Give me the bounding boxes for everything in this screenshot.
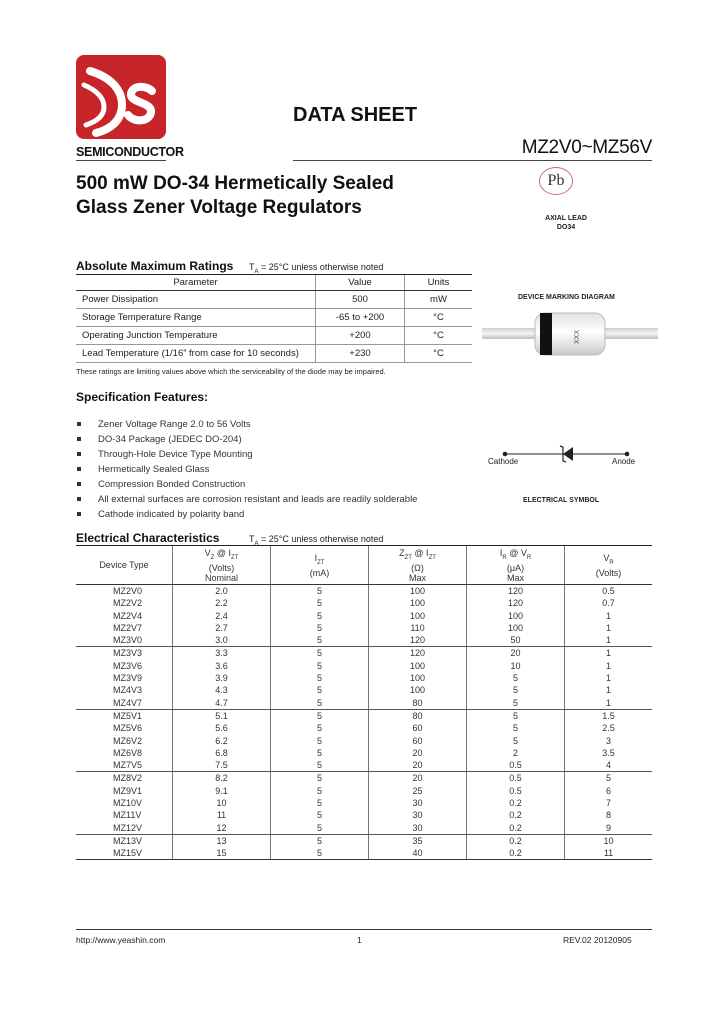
value-cell: 8	[565, 809, 653, 821]
value-cell: 5	[467, 722, 565, 734]
value-cell: 3.3	[173, 647, 271, 660]
cell: Power Dissipation	[76, 291, 316, 309]
value-cell: 11	[565, 847, 653, 860]
device-type-cell: MZ2V2	[113, 598, 143, 609]
value-cell: 1	[565, 672, 653, 684]
value-cell: 5	[271, 809, 369, 821]
value-cell: 35	[369, 834, 467, 847]
list-item: Compression Bonded Construction	[76, 477, 417, 492]
features-list	[76, 417, 417, 522]
device-type-cell: MZ3V9	[113, 673, 143, 684]
table-row	[76, 696, 652, 709]
package-line-1: AXIAL LEAD	[545, 215, 587, 222]
value-cell: 1	[565, 696, 653, 709]
value-cell: 5	[271, 772, 369, 785]
value-cell: 30	[369, 809, 467, 821]
value-cell: 1	[565, 634, 653, 647]
value-cell: 40	[369, 847, 467, 860]
table-row	[76, 759, 652, 772]
cell: +230	[316, 345, 405, 363]
device-type-cell: MZ8V2	[113, 773, 143, 784]
product-headline: 500 mW DO-34 Hermetically Sealed Glass Zener Voltage Regulators	[76, 173, 394, 218]
device-type-cell: MZ9V1	[113, 785, 143, 796]
value-cell: 10	[173, 797, 271, 809]
col-izt: $I_{ZT}$ (mA)	[271, 546, 369, 584]
value-cell: 3.9	[173, 672, 271, 684]
cell: -65 to +200	[316, 309, 405, 327]
col-value: Value	[316, 275, 405, 291]
value-cell: 100	[369, 597, 467, 609]
value-cell: 5	[467, 709, 565, 722]
value-cell: 5	[271, 797, 369, 809]
value-cell: 5	[467, 684, 565, 696]
value-cell: 3.0	[173, 634, 271, 647]
value-cell: 5	[271, 759, 369, 772]
table-row	[76, 722, 652, 734]
col-units: Units	[405, 275, 473, 291]
list-item: Hermetically Sealed Glass	[76, 462, 417, 477]
value-cell: 120	[369, 634, 467, 647]
device-type-cell: MZ3V3	[113, 648, 143, 659]
part-number-range: MZ2V0~MZ56V	[521, 137, 652, 158]
value-cell: 5	[271, 634, 369, 647]
marking-text: XXX	[574, 329, 581, 345]
device-type-cell: MZ3V0	[76, 634, 173, 647]
device-type-cell: MZ11V	[113, 810, 142, 821]
device-type-cell: MZ12V	[76, 821, 173, 834]
marking-diagram-title: DEVICE MARKING DIAGRAM	[518, 294, 615, 301]
value-cell: 30	[369, 821, 467, 834]
company-logo	[76, 55, 166, 139]
value-cell: 0.2	[467, 847, 565, 860]
value-cell: 5	[271, 821, 369, 834]
page-number: 1	[357, 935, 362, 945]
value-cell: 20	[369, 747, 467, 759]
value-cell: 1	[565, 684, 653, 696]
table-row	[76, 345, 472, 363]
value-cell: 7	[565, 797, 653, 809]
table-row	[76, 584, 652, 597]
revision-label: REV.02 20120905	[563, 935, 632, 945]
device-type-cell: MZ7V5	[76, 759, 173, 772]
value-cell: 5	[271, 709, 369, 722]
value-cell: 5	[565, 772, 653, 785]
list-item: Through-Hole Device Type Mounting	[76, 447, 417, 462]
device-type-cell: MZ4V3	[113, 685, 143, 696]
value-cell: 0.5	[467, 772, 565, 785]
package-label	[520, 214, 612, 232]
value-cell: 0.5	[565, 584, 653, 597]
table-row	[76, 291, 472, 309]
value-cell: 2.4	[173, 609, 271, 621]
device-type-cell: MZ6V8	[113, 747, 143, 758]
footer-rule	[76, 929, 652, 930]
anode-terminal	[625, 452, 630, 457]
col-vr: $V_R$ (Volts)	[565, 546, 653, 584]
table-row	[76, 672, 652, 684]
device-type-cell: MZ5V6	[113, 723, 143, 734]
value-cell: 1	[565, 647, 653, 660]
cell: °C	[405, 327, 473, 345]
abs-max-note: $T_A = 25^\circ C$ unless otherwise noted	[249, 262, 384, 275]
electrical-table	[76, 546, 652, 860]
value-cell: 4.3	[173, 684, 271, 696]
value-cell: 5	[271, 684, 369, 696]
table-row	[76, 622, 652, 634]
col-parameter: Parameter	[76, 275, 316, 291]
value-cell: 60	[369, 722, 467, 734]
value-cell: 25	[369, 785, 467, 797]
value-cell: 9.1	[173, 785, 271, 797]
table-row	[76, 785, 652, 797]
value-cell: 5	[271, 672, 369, 684]
value-cell: 80	[369, 696, 467, 709]
value-cell: 1	[565, 609, 653, 621]
value-cell: 0.2	[467, 834, 565, 847]
value-cell: 100	[369, 584, 467, 597]
value-cell: 5	[467, 696, 565, 709]
value-cell: 120	[467, 597, 565, 609]
value-cell: 12	[173, 821, 271, 834]
value-cell: 9	[565, 821, 653, 834]
value-cell: 5	[271, 660, 369, 672]
table-row	[76, 597, 652, 609]
value-cell: 100	[369, 660, 467, 672]
value-cell: 20	[467, 647, 565, 660]
value-cell: 11	[173, 809, 271, 821]
footer-url-link[interactable]: http://www.yeashin.com	[76, 935, 166, 945]
value-cell: 60	[369, 734, 467, 746]
electrical-title: Electrical Characteristics	[76, 531, 220, 545]
pb-free-badge: Pb	[539, 167, 573, 195]
device-type-cell: MZ13V	[113, 835, 143, 846]
cathode-terminal	[503, 452, 508, 457]
value-cell: 110	[369, 622, 467, 634]
list-item: All external surfaces are corrosion resistant and leads are readily solderable	[76, 492, 417, 507]
package-line-2: DO34	[556, 224, 576, 231]
brand-rule	[76, 160, 166, 161]
cell: +200	[316, 327, 405, 345]
table-row	[76, 609, 652, 621]
table-row	[76, 747, 652, 759]
electrical-note: $T_A = 25^\circ C$ unless otherwise noted	[249, 534, 384, 547]
value-cell: 3.5	[565, 747, 653, 759]
value-cell: 5	[467, 672, 565, 684]
table-row	[76, 797, 652, 809]
table-row	[76, 709, 652, 722]
value-cell: 5	[271, 584, 369, 597]
value-cell: 100	[369, 609, 467, 621]
cell: 500	[316, 291, 405, 309]
table-row	[76, 821, 652, 834]
cell: Operating Junction Temperature	[76, 327, 316, 345]
value-cell: 0.5	[467, 785, 565, 797]
cathode-label: Cathode	[488, 457, 519, 466]
cell: mW	[405, 291, 473, 309]
cell: °C	[405, 309, 473, 327]
diode-triangle	[563, 447, 573, 461]
value-cell: 5	[271, 734, 369, 746]
table-row	[76, 847, 652, 860]
value-cell: 5	[271, 747, 369, 759]
table-row	[76, 634, 652, 647]
value-cell: 80	[369, 709, 467, 722]
device-type-cell: MZ15V	[76, 847, 173, 860]
value-cell: 120	[467, 584, 565, 597]
value-cell: 0.2	[467, 797, 565, 809]
table-row	[76, 327, 472, 345]
cell: Lead Temperature (1/16” from case for 10 seconds)	[76, 345, 316, 363]
device-type-cell: MZ10V	[113, 797, 143, 808]
value-cell: 10	[467, 660, 565, 672]
electrical-table-body	[76, 584, 652, 860]
cathode-band	[540, 313, 552, 355]
col-ir: $I_R$ @ $V_R$ (μA) Max	[467, 546, 565, 584]
device-type-cell: MZ2V4	[113, 610, 143, 621]
value-cell: 20	[369, 772, 467, 785]
table-row	[76, 647, 652, 660]
value-cell: 5	[271, 647, 369, 660]
list-item: Zener Voltage Range 2.0 to 56 Volts	[76, 417, 417, 432]
device-type-cell: MZ2V7	[113, 622, 143, 633]
table-row	[76, 309, 472, 327]
table-row	[76, 772, 652, 785]
device-type-cell: MZ6V2	[113, 735, 143, 746]
value-cell: 100	[467, 622, 565, 634]
value-cell: 5	[271, 696, 369, 709]
value-cell: 13	[173, 834, 271, 847]
zener-symbol	[480, 437, 650, 477]
value-cell: 100	[467, 609, 565, 621]
value-cell: 100	[369, 684, 467, 696]
value-cell: 30	[369, 797, 467, 809]
value-cell: 1	[565, 660, 653, 672]
value-cell: 1	[565, 622, 653, 634]
value-cell: 0.7	[565, 597, 653, 609]
list-item: DO-34 Package (JEDEC DO-204)	[76, 432, 417, 447]
value-cell: 10	[565, 834, 653, 847]
value-cell: 5	[467, 734, 565, 746]
value-cell: 2.7	[173, 622, 271, 634]
value-cell: 4.7	[173, 696, 271, 709]
device-type-cell: MZ5V1	[113, 710, 143, 721]
document-title: DATA SHEET	[293, 104, 418, 126]
value-cell: 2.0	[173, 584, 271, 597]
cell: °C	[405, 345, 473, 363]
device-type-cell: MZ2V0	[113, 585, 143, 596]
value-cell: 7.5	[173, 759, 271, 772]
value-cell: 0.2	[467, 821, 565, 834]
brand-text: SEMICONDUCTOR	[76, 145, 184, 159]
logo-mark	[76, 55, 166, 139]
features-title: Specification Features:	[76, 390, 209, 404]
abs-max-title: Absolute Maximum Ratings	[76, 259, 234, 273]
value-cell: 100	[369, 672, 467, 684]
value-cell: 5	[271, 847, 369, 860]
value-cell: 120	[369, 647, 467, 660]
value-cell: 1.5	[565, 709, 653, 722]
value-cell: 0.5	[467, 759, 565, 772]
table-row	[76, 734, 652, 746]
table-row	[76, 809, 652, 821]
abs-max-table	[76, 275, 472, 363]
value-cell: 5.6	[173, 722, 271, 734]
value-cell: 8.2	[173, 772, 271, 785]
value-cell: 5	[271, 622, 369, 634]
value-cell: 20	[369, 759, 467, 772]
diode-package-drawing	[480, 305, 660, 365]
value-cell: 3	[565, 734, 653, 746]
anode-label: Anode	[612, 457, 636, 466]
title-rule	[293, 160, 652, 161]
value-cell: 5.1	[173, 709, 271, 722]
col-vz: $V_Z$ @ $I_{ZT}$ (Volts) Nominal	[173, 546, 271, 584]
abs-max-footnote: These ratings are limiting values above which the serviceability of the diode may be impaired.	[76, 367, 386, 376]
value-cell: 6.2	[173, 734, 271, 746]
value-cell: 6.8	[173, 747, 271, 759]
electrical-symbol-title: ELECTRICAL SYMBOL	[523, 497, 600, 504]
col-zzt: $Z_{ZT}$ @ $I_{ZT}$ (Ω) Max	[369, 546, 467, 584]
value-cell: 5	[271, 609, 369, 621]
table-row	[76, 834, 652, 847]
device-type-cell: MZ4V7	[76, 696, 173, 709]
col-device-type: Device Type	[76, 546, 173, 584]
value-cell: 4	[565, 759, 653, 772]
value-cell: 2.5	[565, 722, 653, 734]
table-row	[76, 684, 652, 696]
value-cell: 50	[467, 634, 565, 647]
value-cell: 2.2	[173, 597, 271, 609]
value-cell: 2	[467, 747, 565, 759]
device-type-cell: MZ3V6	[113, 660, 143, 671]
value-cell: 5	[271, 597, 369, 609]
table-row	[76, 660, 652, 672]
value-cell: 5	[271, 722, 369, 734]
value-cell: 5	[271, 785, 369, 797]
value-cell: 6	[565, 785, 653, 797]
value-cell: 15	[173, 847, 271, 860]
list-item: Cathode indicated by polarity band	[76, 507, 417, 522]
cell: Storage Temperature Range	[76, 309, 316, 327]
value-cell: 5	[271, 834, 369, 847]
value-cell: 3.6	[173, 660, 271, 672]
value-cell: 0.2	[467, 809, 565, 821]
